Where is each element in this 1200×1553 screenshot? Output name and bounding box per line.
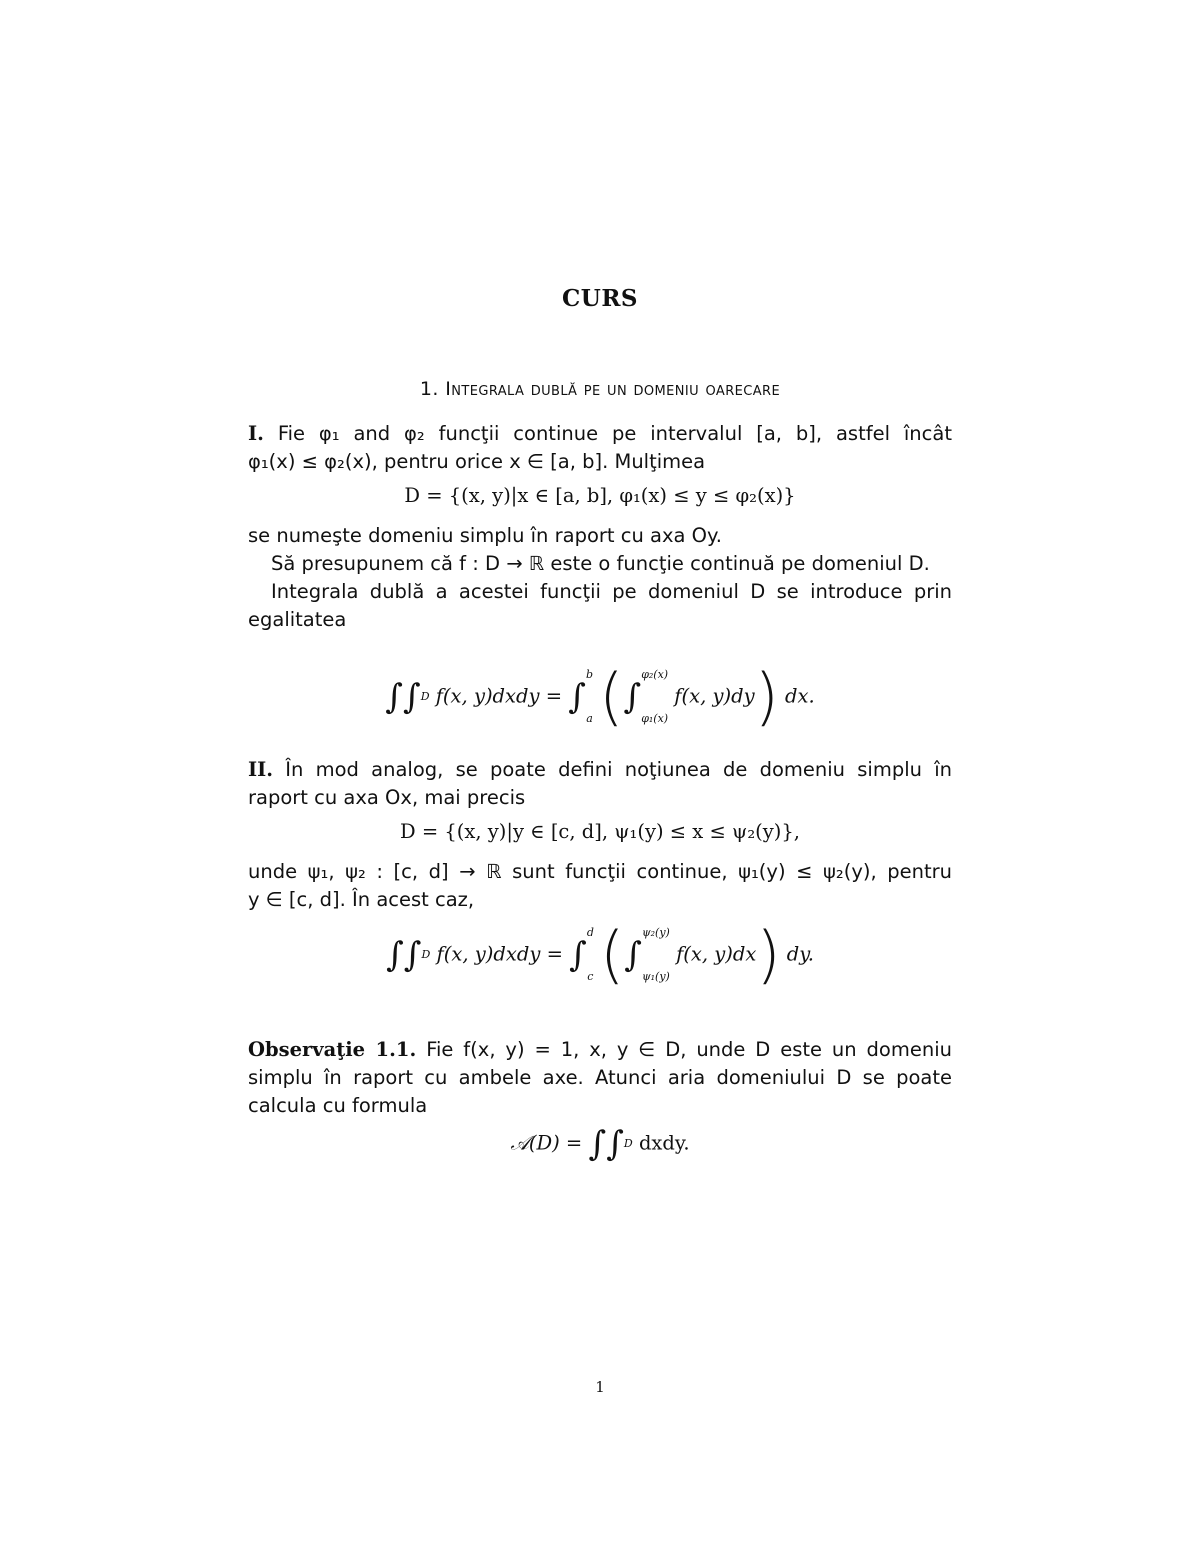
outer-integral-sign: ∫ [568,677,587,717]
inner-upper: φ₂(x) [641,668,669,681]
part1-integral-lhs: f(x, y)dxdy = [435,684,563,708]
outer-limits [586,664,593,730]
left-paren: ( [599,660,624,733]
part1-body [248,522,952,634]
part2-set-equation: D = {(x, y)|y ∈ [c, d], ψ₁(y) ≤ x ≤ ψ₂(y)}, [400,820,800,843]
inner-upper: ψ₂(y) [642,926,670,939]
inner-lower: φ₁(x) [641,712,669,725]
part2-line4: y ∈ [c, d]. În acest caz, [248,888,475,911]
part2-label: II. [248,758,274,781]
remark-label: Observaţie 1.1. [248,1038,417,1061]
outer-upper: d [586,926,594,939]
inner-integral-sign: ∫ [624,935,643,975]
part2-block [248,756,952,812]
domain-subscript: D [421,948,431,961]
part2-line2: raport cu axa Ox, mai precis [248,786,526,809]
part2-integrand: f(x, y)dx [676,942,757,966]
page-number: 1 [595,1378,605,1396]
part1-integral-tail: dx. [785,684,815,708]
domain-subscript: D [623,1137,633,1150]
part1-text-line1: Fie φ₁ and φ₂ funcţii continue pe intervalul [a, b], astfel încât [277,422,952,445]
part1-label: I. [248,422,264,445]
double-integral-sign: ∫∫ [385,677,421,717]
inner-lower: ψ₁(y) [642,970,670,983]
outer-lower: c [587,970,594,983]
remark-line1 [248,1036,952,1064]
part2-integral-tail: dy. [786,942,814,966]
area-rhs: dxdy. [638,1131,690,1155]
inner-limits [642,922,670,988]
outer-integral-sign: ∫ [569,935,587,975]
part1-line2: φ₁(x) ≤ φ₂(x), pentru orice x ∈ [a, b]. Mulţimea [248,450,706,473]
part1-block [248,420,952,476]
part2-text-line1: În mod analog, se poate defini noţiunea de domeniu simplu în [285,758,952,781]
double-integral-sign: ∫∫ [588,1124,624,1164]
inner-limits [641,664,668,730]
outer-lower: a [586,712,593,725]
double-integral-sign: ∫∫ [386,935,422,975]
part1-after-set: se numeşte domeniu simplu în raport cu axa Oy. [248,524,722,547]
remark-text-line1: Fie f(x, y) = 1, x, y ∈ D, unde D este un domeniu [426,1038,952,1061]
right-paren: ) [756,918,781,991]
domain-subscript: D [420,690,430,703]
part2-integral-lhs: f(x, y)dxdy = [436,942,563,966]
part1-line1 [248,420,952,448]
left-paren: ( [600,918,625,991]
inner-integral-sign: ∫ [623,677,642,717]
remark-line2: simplu în raport cu ambele axe. Atunci aria domeniului D se poate [248,1066,952,1089]
area-lhs: 𝒜(D) = [510,1131,583,1155]
part1-double-integral [0,660,1200,733]
part1-para2: Să presupunem că f : D → ℝ este o funcţie continuă pe domeniul D. [271,552,930,575]
section-heading: 1. Integrala dublă pe un domeniu oarecare [419,378,781,400]
part1-para3: Integrala dublă a acestei funcţii pe domeniul D se introduce prin egalitatea [248,580,952,631]
part2-line1 [248,756,952,784]
outer-upper: b [586,668,594,681]
part2-body [248,858,952,914]
part2-line3: unde ψ₁, ψ₂ : [c, d] → ℝ sunt funcţii continue, ψ₁(y) ≤ ψ₂(y), pentru [248,860,952,883]
part2-double-integral [0,918,1200,991]
page-title: CURS [561,285,639,312]
part1-set-equation: D = {(x, y)|x ∈ [a, b], φ₁(x) ≤ y ≤ φ₂(x)} [404,484,796,507]
area-formula [0,1114,1200,1174]
right-paren: ) [754,660,779,733]
outer-limits [587,922,594,988]
part1-integrand: f(x, y)dy [674,684,755,708]
remark-line3: calcula cu formula [248,1094,428,1117]
remark-block [248,1036,952,1120]
